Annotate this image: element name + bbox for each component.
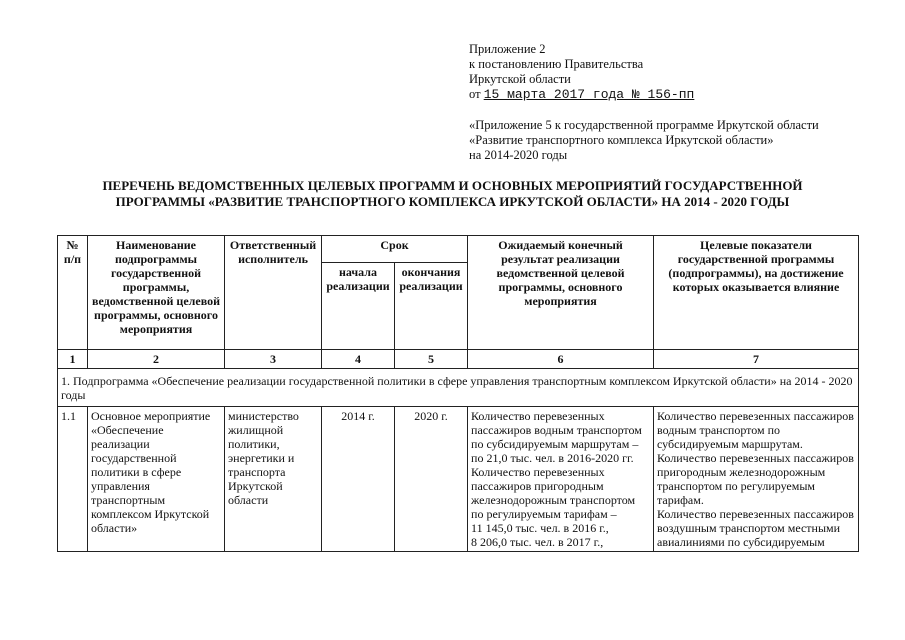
header-term-end: окончания реализации bbox=[395, 263, 468, 350]
header-num: № п/п bbox=[58, 236, 88, 350]
row-name: Основное мероприятие «Обеспечение реализации государственной политики в сфере управления транспортным комплексом Иркутской области» bbox=[88, 407, 225, 552]
subprogram-title: 1. Подпрограмма «Обеспечение реализации государственной политики в сфере управления транспортным комплексом Иркутской области» на 2014 - 2020 годы bbox=[58, 369, 859, 407]
title-line-1: ПЕРЕЧЕНЬ ВЕДОМСТВЕННЫХ ЦЕЛЕВЫХ ПРОГРАММ И ОСНОВНЫХ МЕРОПРИЯТИЙ ГОСУДАРСТВЕННОЙ bbox=[102, 178, 803, 193]
row-num: 1.1 bbox=[58, 407, 88, 552]
header-row-1 bbox=[58, 236, 859, 263]
header-line-3: Иркутской области bbox=[469, 72, 571, 86]
col-number-5: 5 bbox=[395, 350, 468, 369]
col-number-3: 3 bbox=[225, 350, 322, 369]
title-line-2: ПРОГРАММЫ «РАЗВИТИЕ ТРАНСПОРТНОГО КОМПЛЕКСА ИРКУТСКОЙ ОБЛАСТИ» НА 2014 - 2020 ГОДЫ bbox=[115, 194, 790, 209]
header-line-2: к постановлению Правительства bbox=[469, 57, 644, 71]
header-executor: Ответственный исполнитель bbox=[225, 236, 322, 350]
header-date-prefix: от bbox=[469, 87, 481, 101]
header-date-value: 15 марта 2017 года № 156-пп bbox=[483, 87, 695, 102]
col-number-6: 6 bbox=[468, 350, 654, 369]
subprogram-row bbox=[58, 369, 859, 407]
row-start: 2014 г. bbox=[322, 407, 395, 552]
document-title bbox=[0, 178, 905, 210]
appendix-line-1: «Приложение 5 к государственной программе Иркутской области bbox=[469, 118, 819, 132]
appendix-line-2: «Развитие транспортного комплекса Иркутской области» bbox=[469, 133, 774, 147]
result-text-3: 11 145,0 тыс. чел. в 2016 г., bbox=[471, 521, 609, 535]
header-line-4 bbox=[469, 87, 694, 102]
row-executor: министерство жилищной политики, энергетики и транспорта Иркутской области bbox=[225, 407, 322, 552]
target-text-1: Количество перевезенных пассажиров водным транспортом по субсидируемым маршрутам. bbox=[657, 409, 854, 451]
col-number-4: 4 bbox=[322, 350, 395, 369]
header-name: Наименование подпрограммы государственной программы, ведомственной целевой программы, основного мероприятия bbox=[88, 236, 225, 350]
header-term-start: начала реализации bbox=[322, 263, 395, 350]
header-result: Ожидаемый конечный результат реализации ведомственной целевой программы, основного мероприятия bbox=[468, 236, 654, 350]
col-number-7: 7 bbox=[654, 350, 859, 369]
target-text-2: Количество перевезенных пассажиров пригородным железнодорожным транспортом по регулируемым тарифам. bbox=[657, 451, 854, 507]
column-number-row bbox=[58, 350, 859, 369]
appendix-reference bbox=[469, 118, 819, 163]
appendix-line-3: на 2014-2020 годы bbox=[469, 148, 568, 162]
row-end: 2020 г. bbox=[395, 407, 468, 552]
table-row bbox=[58, 407, 859, 552]
header-targets: Целевые показатели государственной программы (подпрограммы), на достижение которых оказывается влияние bbox=[654, 236, 859, 350]
row-result bbox=[468, 407, 654, 552]
programs-table bbox=[57, 235, 859, 552]
target-text-3: Количество перевезенных пассажиров воздушным транспортом местными авиалиниями по субсидируемым bbox=[657, 507, 854, 549]
col-number-2: 2 bbox=[88, 350, 225, 369]
result-text-4: 8 206,0 тыс. чел. в 2017 г., bbox=[471, 535, 604, 549]
col-number-1: 1 bbox=[58, 350, 88, 369]
result-text-2: Количество перевезенных пассажиров пригородным железнодорожным транспортом по регулируемым тарифам – bbox=[471, 465, 636, 521]
result-text-1: Количество перевезенных пассажиров водным транспортом по субсидируемым маршрутам – по 21,0 тыс. чел. в 2016-2020 гг. bbox=[471, 409, 642, 465]
row-targets bbox=[654, 407, 859, 552]
approval-header bbox=[469, 42, 694, 102]
header-term: Срок bbox=[322, 236, 468, 263]
header-line-1: Приложение 2 bbox=[469, 42, 546, 56]
